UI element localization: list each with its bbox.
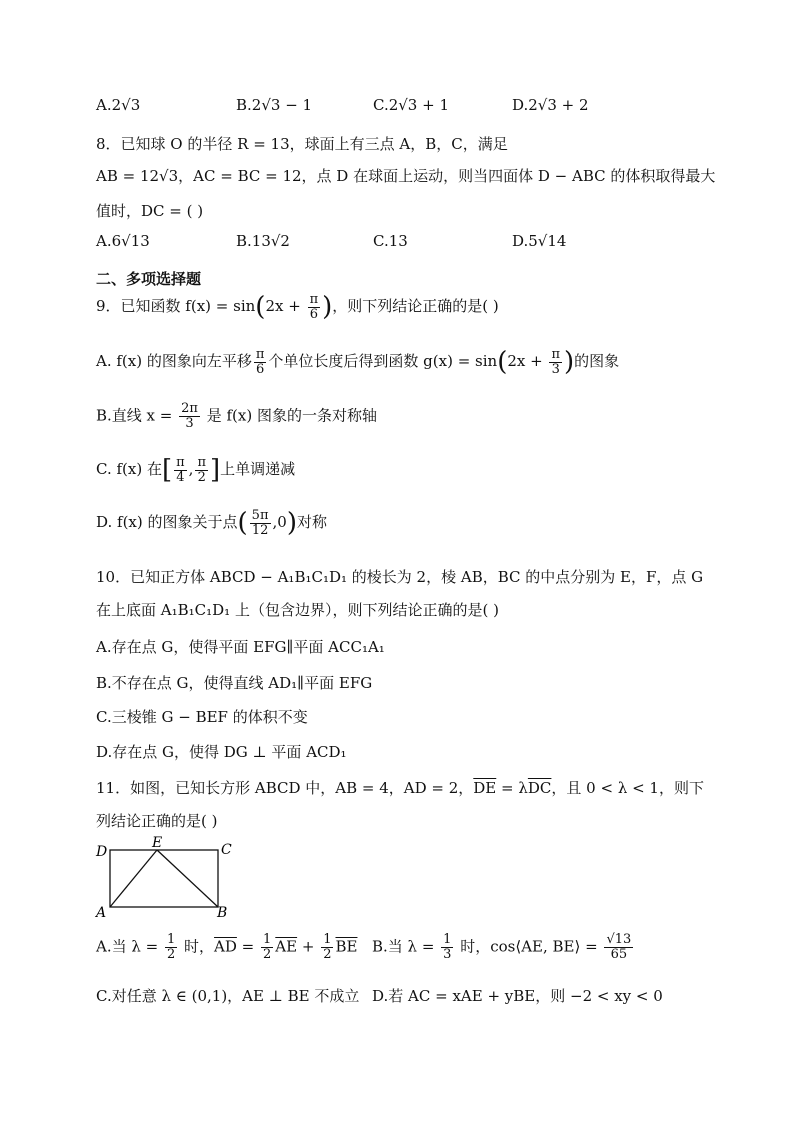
q11-stem-mid: = λ	[496, 779, 528, 797]
q9-c-bracket-left: [	[161, 455, 173, 485]
q11-vector-de: $\overline{DE}$	[473, 779, 497, 797]
q9-d-text-a: D. f(x) 的图象关于点	[96, 513, 238, 531]
q11-a-frac1	[261, 933, 273, 962]
q10-option-b: B.不存在点 G，使得直线 AD₁∥平面 EFG	[96, 674, 373, 692]
q9-paren-left: (	[255, 292, 266, 322]
q7-option-c: C.2√3 + 1	[373, 96, 450, 114]
q9-c-text-b: 上单调递减	[220, 460, 296, 478]
rectangle-figure	[90, 835, 240, 920]
q11-b-frac2	[604, 933, 633, 962]
q11-b-frac2-num: √13	[606, 932, 632, 947]
q9-a-frac	[254, 348, 267, 377]
q9-d-text-b: ,0	[272, 513, 287, 531]
q9-stem-frac-den: 6	[309, 306, 318, 322]
segment-be	[157, 850, 218, 907]
q8-option-a: A.6√13	[96, 232, 150, 250]
q9-a-frac-den: 6	[255, 361, 265, 377]
q11-a-lambda-den: 2	[166, 947, 176, 962]
q8-option-c: C.13	[373, 232, 408, 250]
q11-b-lambda-frac	[441, 933, 453, 962]
q10-option-d: D.存在点 G，使得 DG ⊥ 平面 ACD₁	[96, 743, 347, 761]
q9-c-frac2-den: 2	[197, 469, 206, 485]
q10-option-a: A.存在点 G，使得平面 EFG∥平面 ACC₁A₁	[96, 638, 385, 656]
q9-d-frac-den: 12	[251, 522, 269, 538]
q11-option-b	[372, 933, 635, 962]
q8-stem-line3: 值时，DC = ( )	[96, 202, 204, 220]
q9-c-bracket-right: ]	[210, 455, 221, 485]
q9-option-d	[96, 508, 327, 538]
q9-a-paren-left: (	[497, 347, 508, 377]
q11-b-frac2-den: 65	[610, 947, 628, 962]
q11-stem-line2: 列结论正确的是( )	[96, 812, 218, 830]
q11-option-d: D.若 AC = xAE + yBE，则 −2 < xy < 0	[372, 987, 663, 1005]
q9-b-frac-num: 2π	[181, 401, 198, 416]
q7-option-b: B.2√3 − 1	[236, 96, 313, 114]
q7-option-d: D.2√3 + 2	[512, 96, 589, 114]
q11-a-frac2-num: 1	[323, 932, 332, 947]
q11-a-text-a: A.当 λ =	[96, 937, 163, 956]
q11-stem-text-b: ，且 0 < λ < 1，则下	[551, 779, 704, 797]
q11-option-c: C.对任意 λ ∈ (0,1)，AE ⊥ BE 不成立	[96, 987, 360, 1005]
q11-a-frac1-num: 1	[263, 932, 272, 947]
label-d: D	[96, 844, 108, 860]
q11-b-text-a: B.当 λ =	[372, 937, 440, 956]
q11-a-vector-be: $\overline{BE}$	[335, 937, 358, 956]
segment-ae	[110, 850, 157, 907]
q9-stem-text-a: 9．已知函数 f(x) = sin	[96, 297, 256, 315]
q11-a-frac1-den: 2	[263, 947, 272, 962]
q10-stem-line2: 在上底面 A₁B₁C₁D₁ 上（包含边界），则下列结论正确的是( )	[96, 601, 499, 619]
q11-a-lambda-num: 1	[166, 932, 176, 947]
q9-option-a	[96, 347, 619, 377]
q9-a-paren-right: )	[564, 347, 575, 377]
q11-a-eq: =	[236, 937, 260, 956]
q9-d-frac-num: 5π	[251, 507, 269, 523]
q9-stem-frac	[308, 293, 321, 322]
q9-c-frac2-num: π	[197, 454, 206, 470]
q11-b-lambda-num: 1	[443, 932, 452, 947]
section-heading: 二、多项选择题	[96, 270, 202, 288]
q10-stem-line1: 10．已知正方体 ABCD − A₁B₁C₁D₁ 的棱长为 2，棱 AB，BC 的中点分别为 E，F，点 G	[96, 568, 704, 586]
q8-stem-line2: AB = 12√3，AC = BC = 12，点 D 在球面上运动，则当四面体 D − ABC 的体积取得最大	[96, 167, 716, 185]
q9-a-text-a: A. f(x) 的图象向左平移	[96, 352, 252, 370]
q9-d-paren-right: )	[286, 508, 297, 538]
q8-stem-line1: 8．已知球 O 的半径 R = 13，球面上有三点 A，B，C，满足	[96, 135, 508, 153]
label-c: C	[221, 842, 232, 858]
q9-d-text-c: 对称	[296, 513, 327, 531]
q11-a-frac2-den: 2	[323, 947, 332, 962]
q9-a-frac2-den: 3	[551, 361, 560, 377]
q9-stem-arg: 2x +	[265, 297, 306, 315]
q11-stem-line1	[96, 777, 704, 798]
q8-option-b: B.13√2	[236, 232, 290, 250]
q9-a-text-c: 的图象	[574, 352, 620, 370]
q9-b-frac	[179, 402, 200, 431]
q11-a-lambda-frac	[165, 933, 177, 962]
q11-vector-dc: $\overline{DC}$	[527, 779, 552, 797]
q9-c-frac1-num: π	[176, 454, 185, 470]
q7-option-a: A.2√3	[96, 96, 141, 114]
q11-a-frac2	[321, 933, 333, 962]
q9-option-c: C. f(x) 在[ $\frac{\pi}{4}$ , $\frac{\pi}{2}$ ]上单调递减	[96, 454, 296, 485]
q9-c-frac1	[174, 456, 187, 485]
label-b: B	[217, 905, 228, 920]
q9-c-text-a: C. f(x) 在	[96, 460, 162, 478]
q11-b-text-b: 时，	[455, 937, 491, 956]
q9-a-frac-num: π	[255, 346, 265, 362]
q9-stem-frac-num: π	[309, 291, 319, 307]
q9-c-frac1-den: 4	[176, 469, 185, 485]
label-e: E	[152, 835, 163, 851]
q11-b-cos: cos⟨AE, BE⟩ =	[490, 937, 603, 956]
q9-a-arg: 2x +	[507, 352, 548, 370]
q9-a-text-b: 个单位长度后得到函数 g(x) = sin	[268, 352, 498, 370]
label-a: A	[96, 905, 107, 920]
q9-a-frac2-num: π	[551, 346, 561, 362]
q9-d-frac	[250, 509, 271, 538]
q11-a-plus: +	[297, 937, 320, 956]
q9-stem-text-b: ，则下列结论正确的是( )	[332, 297, 499, 315]
q9-c-frac2	[195, 456, 208, 485]
q9-option-b	[96, 402, 377, 431]
q11-a-text-b: 时，	[179, 937, 215, 956]
q9-paren-right: )	[322, 292, 333, 322]
q8-option-d: D.5√14	[512, 232, 567, 250]
q11-a-vector-ae: $\overline{AE}$	[275, 937, 298, 956]
q9-b-text-b: 是 f(x) 图象的一条对称轴	[201, 406, 377, 425]
q11-b-lambda-den: 3	[443, 947, 452, 962]
q9-stem	[96, 292, 499, 322]
rectangle-abcd	[110, 850, 218, 907]
q11-a-vector-ad: $\overline{AD}$	[214, 937, 237, 956]
q9-a-frac2	[549, 348, 562, 377]
q11-stem-text-a: 11．如图，已知长方形 ABCD 中，AB = 4，AD = 2，	[96, 779, 474, 797]
q9-b-text-a: B.直线 x =	[96, 406, 178, 425]
q9-b-frac-den: 3	[185, 416, 194, 431]
q10-option-c: C.三棱锥 G − BEF 的体积不变	[96, 708, 308, 726]
q11-option-a	[96, 933, 357, 962]
q9-d-paren-left: (	[237, 508, 248, 538]
